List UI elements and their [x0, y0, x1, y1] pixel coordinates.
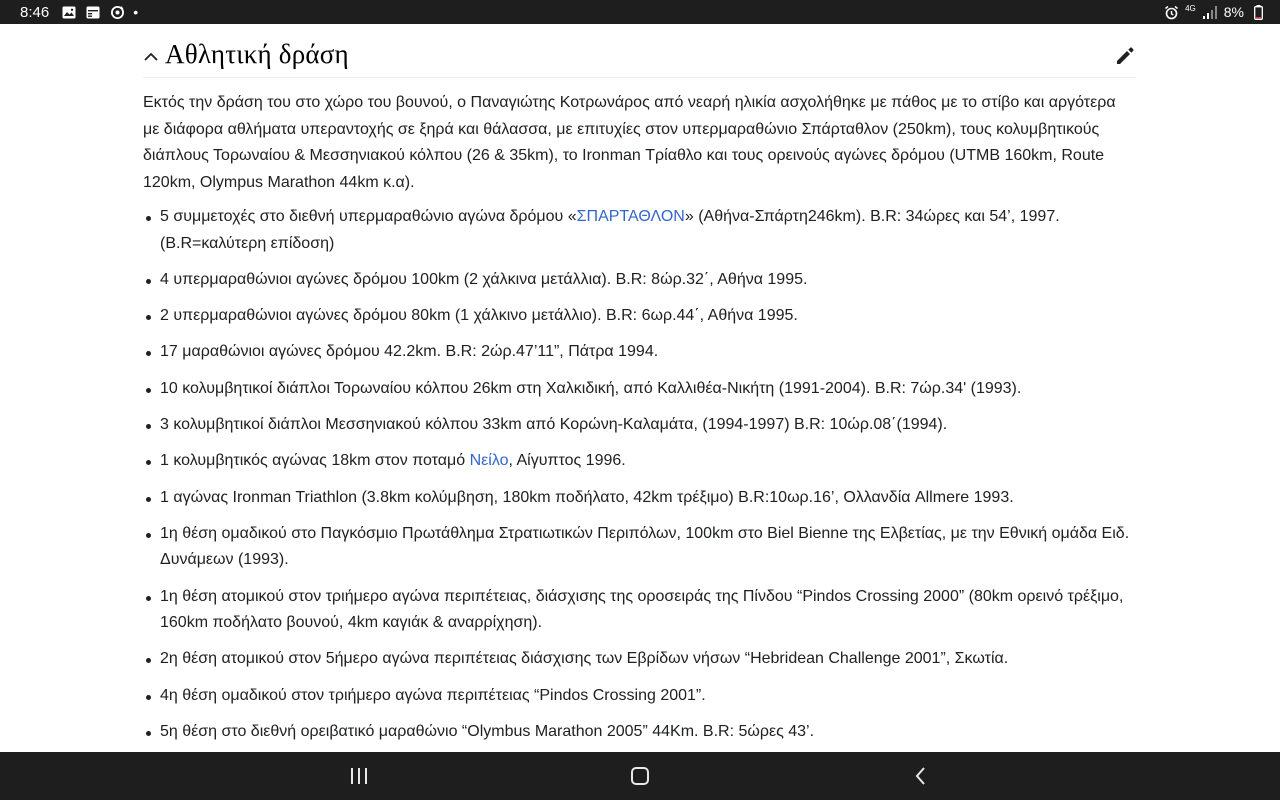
- link-spartathlon[interactable]: ΣΠΑΡΤΑΘΛΟΝ: [576, 208, 685, 225]
- home-icon[interactable]: [628, 764, 652, 788]
- notification-dot: •: [133, 4, 139, 20]
- list-item: 5 συμμετοχές στο διεθνή υπερμαραθώνιο αγώνα δρόμου «ΣΠΑΡΤΑΘΛΟΝ» (Αθήνα-Σπάρτη246km). B.R: 34ώρες και 54’, 1997. (B.R=καλύτερη επίδοση): [143, 204, 1136, 257]
- achievements-list: [143, 204, 1136, 752]
- list-item: 3 κολυμβητικοί διάπλοι Μεσσηνιακού κόλπου 33km από Κορώνη-Καλαμάτα, (1994-1997) B.R: 10ώρ.08΄(1994).: [143, 412, 1136, 439]
- section-title: Αθλητική δράση: [165, 39, 349, 69]
- network-label: 4G: [1185, 4, 1196, 13]
- list-item: 1η θέση ατομικού στον τριήμερο αγώνα περιπέτειας, διάσχισης της οροσειράς της Πίνδου “Pindos Crossing 2000” (80km ορεινό τρέξιμο, 160km ποδήλατο βουνού, 4km καγιάκ & αναρρίχηση).: [143, 584, 1136, 637]
- gallery-icon: [61, 4, 77, 20]
- list-item: 4η θέση ομαδικού στον τριήμερο αγώνα περιπέτειας “Pindos Crossing 2001”.: [143, 683, 1136, 710]
- list-item: 17 μαραθώνιοι αγώνες δρόμου 42.2km. B.R: 2ώρ.47’11”, Πάτρα 1994.: [143, 339, 1136, 366]
- alarm-icon: [1163, 4, 1179, 20]
- intro-paragraph: Εκτός την δράση του στο χώρο του βουνού, ο Παναγιώτης Κοτρωνάρος από νεαρή ηλικία ασχολήθηκε με πάθος με το στίβο και αργότερα με διάφορα αθλήματα υπεραντοχής σε ξηρά και θάλασσα, με επιτυχίες στον υπερμαραθώνιο Σπάρταθλον (250km), τους κολυμβητικούς διάπλους Τορωναίου & Μεσσηνιακού κόλπου (26 & 35km), το Ironman Τρίαθλο και τους ορεινούς αγώνες δρόμου (UTMB 160km, Route 120km, Olympus Marathon 44km κ.α).: [143, 94, 1116, 191]
- battery-percent: 8%: [1223, 4, 1244, 20]
- navigation-bar: [0, 752, 1280, 800]
- sync-icon: [109, 4, 125, 20]
- list-item: 2η θέση ατομικού στον 5ήμερο αγώνα περιπέτειας διάσχισης των Εβρίδων νήσων “Hebridean Challenge 2001”, Σκωτία.: [143, 646, 1136, 673]
- article-content: [0, 24, 1280, 752]
- battery-icon: [1250, 4, 1266, 20]
- list-item: 1 κολυμβητικός αγώνας 18km στον ποταμό Νείλο, Αίγυπτος 1996.: [143, 448, 1136, 475]
- calendar-icon: [85, 4, 101, 20]
- chevron-up-icon[interactable]: [143, 48, 161, 66]
- link-nile[interactable]: Νείλο: [469, 452, 509, 470]
- list-item: 5η θέση στο διεθνή ορειβατικό μαραθώνιο “Olymbus Marathon 2005” 44Km. B.R: 5ώρες 43’.: [143, 719, 1136, 746]
- list-item: 1η θέση ομαδικού στο Παγκόσμιο Πρωτάθλημα Στρατιωτικών Περιπόλων, 100km στο Biel Bienne της Ελβετίας, με την Εθνική ομάδα Ειδ. Δυνάμεων (1993).: [143, 521, 1136, 574]
- list-item: 10 κολυμβητικοί διάπλοι Τορωναίου κόλπου 26km στη Χαλκιδική, από Καλλιθέα-Νικήτη (1991-2004). B.R: 7ώρ.34' (1993).: [143, 376, 1136, 403]
- signal-icon: [1202, 4, 1218, 20]
- status-bar: [0, 0, 1280, 24]
- list-item: 1 αγώνας Ironman Triathlon (3.8km κολύμβηση, 180km ποδήλατο, 42km τρέξιμο) B.R:10ωρ.16’, Ολλανδία Allmere 1993.: [143, 485, 1136, 512]
- list-item: 2 υπερμαραθώνιοι αγώνες δρόμου 80km (1 χάλκινο μετάλλιο). B.R: 6ωρ.44΄, Αθήνα 1995.: [143, 303, 1136, 330]
- back-icon[interactable]: [909, 764, 933, 788]
- recent-apps-icon[interactable]: [347, 764, 371, 788]
- status-time: 8:46: [20, 3, 50, 21]
- section-header[interactable]: [143, 32, 1136, 78]
- list-item: 4 υπερμαραθώνιοι αγώνες δρόμου 100km (2 χάλκινα μετάλλια). B.R: 8ώρ.32΄, Αθήνα 1995.: [143, 267, 1136, 294]
- pencil-icon[interactable]: [1114, 45, 1136, 67]
